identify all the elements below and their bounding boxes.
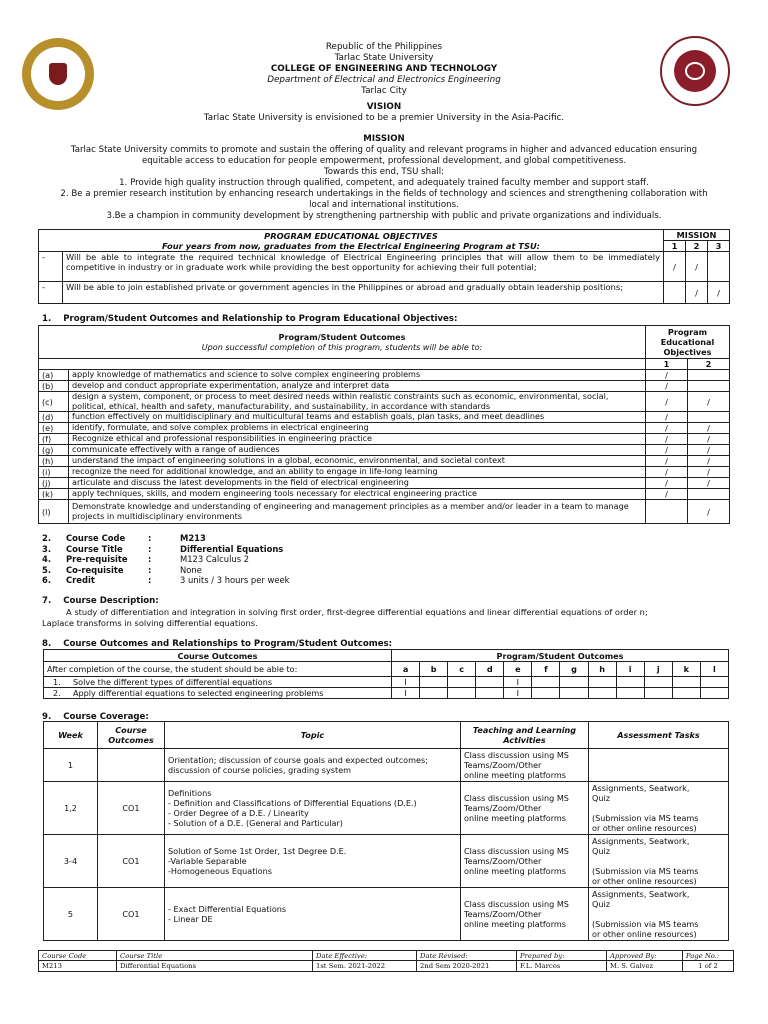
so-letter: h [588, 662, 616, 677]
course-info-row [42, 575, 290, 586]
so-letter: b [420, 662, 448, 677]
so-letter: f [532, 662, 560, 677]
course-outcome-row [44, 688, 729, 699]
footer-header: Approved By: [607, 951, 683, 961]
assessment-cell-line: Quiz [592, 846, 610, 856]
assessment-cell-line: Assignments, Seatwork, [592, 889, 690, 899]
section7-title: 7. Course Description: [42, 596, 159, 606]
assessment-cell-line: Assignments, Seatwork, [592, 836, 690, 846]
section1-title: 1. Program/Student Outcomes and Relationship to Program Educational Objectives: [42, 314, 458, 324]
mission-line: Tarlac State University commits to promote and sustain the offering of quality and relevant programs in higher and advanced education ensuring [70, 145, 698, 155]
course-info-row [42, 533, 290, 544]
assessment-cell-line: Quiz [592, 899, 610, 909]
assessment-cell-line: Quiz [592, 793, 610, 803]
week-cell: 3-4 [44, 835, 98, 888]
outcome-text: design a system, component, or process to meet desired needs within realistic constraints such as economic, environmental, social, political, ethical, health and safety, manufacturability, and sustainability, in accordance with standards [69, 392, 646, 412]
info-number: 2. [42, 533, 52, 543]
so-letter: i [616, 662, 644, 677]
course-info-row [42, 554, 290, 565]
outcome-row [39, 434, 730, 445]
outcome-key: (k) [39, 489, 69, 500]
so-mapping: I [392, 688, 420, 699]
peo-check [688, 381, 730, 392]
footer-value: 2nd Sem 2020-2021 [417, 961, 517, 972]
info-colon: : [148, 575, 152, 585]
outcome-text: articulate and discuss the latest developments in the field of electrical engineering [69, 478, 646, 489]
co-cell: CO1 [98, 782, 165, 835]
assessment-cell-line [592, 803, 725, 813]
peo-col: 1 [646, 359, 688, 370]
footer-value: 1st Sem. 2021-2022 [313, 961, 417, 972]
so-mapping [672, 688, 700, 699]
assessment-cell-line [592, 856, 725, 866]
so-mapping [420, 677, 448, 688]
so-mapping [560, 677, 588, 688]
tla-cell-line: Teams/Zoom/Other [464, 760, 542, 770]
tla-cell-line: Class discussion using MS [464, 793, 569, 803]
co-header: Course Outcomes [44, 650, 392, 662]
peo-check: / [646, 489, 688, 500]
tla-cell-line: Teams/Zoom/Other [464, 856, 542, 866]
outcome-key: (b) [39, 381, 69, 392]
tla-cell [461, 888, 589, 941]
topic-cell-line: Orientation; discussion of course goals and expected outcomes; [168, 755, 428, 765]
so-mapping [616, 688, 644, 699]
footer-value: F.L. Marcos [517, 961, 607, 972]
assessment-header: Assessment Tasks [589, 722, 729, 749]
course-info [42, 533, 290, 586]
peo-check: / [646, 434, 688, 445]
footer-header: Course Title [117, 951, 313, 961]
topic-cell-line: Solution of Some 1st Order, 1st Degree D.E. [168, 846, 347, 856]
footer-value: Differential Equations [117, 961, 313, 972]
tla-header: Teaching and Learning Activities [461, 722, 589, 749]
info-number: 3. [42, 543, 52, 554]
so-mapping [644, 677, 672, 688]
outcome-key: (i) [39, 467, 69, 478]
info-number: 5. [42, 564, 52, 575]
outcome-text: recognize the need for additional knowledge, and an ability to engage in life-long learning [69, 467, 646, 478]
college-line: COLLEGE OF ENGINEERING AND TECHNOLOGY [270, 64, 498, 74]
so-letter: d [476, 662, 504, 677]
outcome-row [39, 423, 730, 434]
co-so-table [43, 649, 729, 699]
peo-check: / [646, 381, 688, 392]
mission-line: equitable access to education for people empowerment, professional development, and global competitiveness. [141, 156, 627, 166]
tsu-seal-logo [22, 38, 94, 110]
course-description [42, 607, 722, 628]
outcome-row [39, 381, 730, 392]
peo-check: / [688, 434, 730, 445]
info-number: 6. [42, 575, 52, 585]
outcome-key: (l) [39, 500, 69, 524]
document-footer [38, 950, 734, 972]
so-mapping [532, 688, 560, 699]
so-mapping [476, 688, 504, 699]
peo-check: / [688, 392, 730, 412]
blank-cell [39, 359, 646, 370]
course-outcome-text [44, 677, 392, 688]
tla-cell [461, 835, 589, 888]
peo-check: / [646, 467, 688, 478]
co-cell: CO1 [98, 835, 165, 888]
so-mapping [700, 677, 728, 688]
peo-col-header: Program Educational Objectives [646, 326, 730, 359]
tla-cell [461, 782, 589, 835]
course-outcome-label: Apply differential equations to selected engineering problems [73, 688, 324, 698]
outcome-text: understand the impact of engineering solutions in a global, economic, environmental, and societal context [69, 456, 646, 467]
info-number: 4. [42, 554, 52, 564]
co-cell [98, 749, 165, 782]
peo-check: / [646, 370, 688, 381]
outcome-row [39, 445, 730, 456]
outcome-row [39, 412, 730, 423]
assessment-cell [589, 888, 729, 941]
vision-text: Tarlac State University is envisioned to be a premier University in the Asia-Pacific. [203, 113, 565, 123]
coverage-row [44, 888, 729, 941]
mission-check: / [708, 282, 730, 304]
vision-title: VISION [366, 102, 402, 112]
peo-check: / [688, 423, 730, 434]
outcome-row [39, 467, 730, 478]
footer-value: M213 [39, 961, 117, 972]
topic-cell [165, 782, 461, 835]
footer-header: Date Revised: [417, 951, 517, 961]
co-col-header: Course Outcomes [98, 722, 165, 749]
week-cell: 5 [44, 888, 98, 941]
outcome-text: Recognize ethical and professional responsibilities in engineering practice [69, 434, 646, 445]
section9-title: 9. Course Coverage: [42, 712, 149, 722]
mission-check: / [686, 252, 708, 282]
coverage-table [43, 721, 729, 941]
info-value: Differential Equations [180, 543, 284, 554]
assessment-cell-line [592, 909, 725, 919]
peo-check [688, 370, 730, 381]
outcome-text: develop and conduct appropriate experimentation, analyze and interpret data [69, 381, 646, 392]
so-mapping: I [504, 688, 532, 699]
info-value: 3 units / 3 hours per week [180, 575, 290, 585]
tla-cell-line: Teams/Zoom/Other [464, 909, 542, 919]
topic-cell-line: Definitions [168, 788, 212, 798]
footer-header: Page No.: [683, 951, 734, 961]
week-cell: 1 [44, 749, 98, 782]
so-letter: c [448, 662, 476, 677]
tla-cell-line: online meeting platforms [464, 866, 566, 876]
assessment-cell [589, 749, 729, 782]
outcome-text: identify, formulate, and solve complex problems in electrical engineering [69, 423, 646, 434]
assessment-cell [589, 835, 729, 888]
outcome-key: (d) [39, 412, 69, 423]
tla-cell-line: Class discussion using MS [464, 899, 569, 909]
topic-cell [165, 749, 461, 782]
peo-heading [39, 230, 664, 252]
peo-check [646, 500, 688, 524]
outcome-key: (g) [39, 445, 69, 456]
outcome-key: (f) [39, 434, 69, 445]
course-info-row [42, 565, 290, 576]
topic-cell-line: -Variable Separable [168, 856, 247, 866]
assessment-cell-line: or other online resources) [592, 876, 697, 886]
info-label: Co-requisite [66, 564, 124, 575]
mission-col-header: MISSION [664, 230, 730, 241]
info-value: M123 Calculus 2 [180, 554, 250, 564]
description-line: Laplace transforms in solving differential equations. [42, 617, 258, 628]
peo-subtitle: Four years from now, graduates from the Electrical Engineering Program at TSU: [161, 240, 541, 251]
college-seal-logo [660, 36, 730, 106]
tla-cell-line: online meeting platforms [464, 919, 566, 929]
tla-cell-line: online meeting platforms [464, 813, 566, 823]
peo-check: / [646, 445, 688, 456]
outcome-key: (j) [39, 478, 69, 489]
info-label: Pre-requisite [66, 554, 128, 564]
assessment-cell-line: (Submission via MS teams [592, 813, 699, 823]
peo-check: / [646, 412, 688, 423]
so-mapping [644, 688, 672, 699]
outcomes-table [38, 325, 730, 524]
description-line: A study of differentiation and integration in solving first order, first-degree differential equations and linear differential equations of order n; [66, 607, 648, 617]
so-mapping [476, 677, 504, 688]
vision-block [30, 102, 738, 124]
document-header [100, 42, 668, 97]
info-label: Credit [66, 575, 95, 585]
department-line: Department of Electrical and Electronics Engineering [267, 75, 501, 85]
info-label: Course Code [66, 533, 126, 543]
so-letter: k [672, 662, 700, 677]
footer-value: M. S. Galvez [607, 961, 683, 972]
assessment-cell-line: Assignments, Seatwork, [592, 783, 690, 793]
mission-col: 3 [708, 241, 730, 252]
mission-col: 2 [686, 241, 708, 252]
so-letter: g [560, 662, 588, 677]
outcome-key: (a) [39, 370, 69, 381]
so-mapping [532, 677, 560, 688]
mission-check: / [686, 282, 708, 304]
mission-line: local and international institutions. [309, 200, 459, 210]
assessment-cell-line: (Submission via MS teams [592, 919, 699, 929]
peo-check: / [688, 500, 730, 524]
topic-header: Topic [165, 722, 461, 749]
peo-check: / [646, 423, 688, 434]
peo-check: / [646, 392, 688, 412]
course-outcome-label: Solve the different types of differential equations [73, 677, 273, 687]
outcome-row [39, 456, 730, 467]
peo-title: PROGRAM EDUCATIONAL OBJECTIVES [264, 230, 438, 241]
week-header: Week [44, 722, 98, 749]
mission-title: MISSION [363, 134, 405, 144]
mission-line: 2. Be a premier research institution by enhancing research undertakings in the fields of technology and sciences and strengthening collaboration with [60, 189, 708, 199]
so-mapping [588, 688, 616, 699]
mission-line: 3.Be a champion in community development by strengthening partnership with public and private organizations and individuals. [106, 211, 662, 221]
outcomes-title: Program/Student Outcomes [278, 332, 406, 342]
mission-check [664, 282, 686, 304]
so-letter: a [392, 662, 420, 677]
info-colon: : [148, 533, 152, 543]
topic-cell [165, 888, 461, 941]
section8-title: 8. Course Outcomes and Relationships to Program/Student Outcomes: [42, 639, 393, 649]
peo-check [688, 489, 730, 500]
outcome-key: (h) [39, 456, 69, 467]
so-mapping [448, 677, 476, 688]
week-cell: 1,2 [44, 782, 98, 835]
so-letter: l [700, 662, 728, 677]
topic-cell-line: - Linear DE [168, 914, 213, 924]
outcome-row [39, 478, 730, 489]
so-mapping: I [392, 677, 420, 688]
university-line: Tarlac State University [334, 53, 434, 63]
tla-cell-line: Teams/Zoom/Other [464, 803, 542, 813]
so-letter: e [504, 662, 532, 677]
info-value: M213 [180, 533, 206, 543]
assessment-cell-line: or other online resources) [592, 929, 697, 939]
course-outcome-text [44, 688, 392, 699]
peo-col: 2 [688, 359, 730, 370]
outcome-text: function effectively on multidisciplinary and multicultural teams and establish goals, plan tasks, and meet deadlines [69, 412, 646, 423]
info-label: Course Title [66, 543, 123, 554]
peo-bullet: - [39, 252, 63, 282]
peo-check: / [688, 445, 730, 456]
info-colon: : [148, 564, 152, 575]
outcome-row [39, 370, 730, 381]
topic-cell-line: -Homogeneous Equations [168, 866, 272, 876]
tla-cell-line: Class discussion using MS [464, 846, 569, 856]
so-mapping [616, 677, 644, 688]
topic-cell-line: discussion of course policies, grading system [168, 765, 352, 775]
outcomes-heading [39, 326, 646, 359]
assessment-cell-line: (Submission via MS teams [592, 866, 699, 876]
mission-check: / [664, 252, 686, 282]
city-line: Tarlac City [361, 86, 407, 96]
topic-cell-line: - Definition and Classifications of Differential Equations (D.E.) [168, 798, 417, 808]
info-value: None [180, 564, 202, 575]
outcome-row [39, 500, 730, 524]
footer-header: Prepared by: [517, 951, 607, 961]
mission-col: 1 [664, 241, 686, 252]
so-mapping [560, 688, 588, 699]
course-outcome-row [44, 677, 729, 688]
peo-check: / [688, 467, 730, 478]
info-colon: : [148, 554, 152, 564]
peo-check: / [688, 478, 730, 489]
footer-header: Date Effective: [313, 951, 417, 961]
peo-bullet: - [39, 282, 63, 304]
topic-cell [165, 835, 461, 888]
so-header: Program/Student Outcomes [392, 650, 729, 662]
footer-value: 1 of 2 [683, 961, 734, 972]
course-outcome-number: 1. [53, 677, 61, 687]
topic-cell-line: - Exact Differential Equations [168, 904, 287, 914]
so-mapping [588, 677, 616, 688]
info-colon: : [148, 543, 152, 554]
tla-cell-line: Class discussion using MS [464, 750, 569, 760]
tla-cell [461, 749, 589, 782]
so-mapping [448, 688, 476, 699]
peo-check: / [646, 478, 688, 489]
course-info-row [42, 544, 290, 555]
peo-check [688, 412, 730, 423]
coverage-row [44, 782, 729, 835]
peo-check: / [688, 456, 730, 467]
topic-cell-line: - Solution of a D.E. (General and Particular) [168, 818, 343, 828]
so-mapping: I [504, 677, 532, 688]
so-mapping [672, 677, 700, 688]
outcome-text: apply knowledge of mathematics and science to solve complex engineering problems [69, 370, 646, 381]
peo-text: Will be able to integrate the required technical knowledge of Electrical Engineering principles that will allow them to be immediately competitive in industry or in graduate work while providing the best opportunity for achieving their full potential; [63, 252, 664, 282]
mission-check [708, 252, 730, 282]
so-letter: j [644, 662, 672, 677]
peo-text: Will be able to join established private or government agencies in the Philippines or abroad and gradually obtain leadership positions; [63, 282, 664, 304]
outcome-key: (e) [39, 423, 69, 434]
outcome-text: apply techniques, skills, and modern engineering tools necessary for electrical engineering practice [69, 489, 646, 500]
outcome-row [39, 489, 730, 500]
course-outcome-number: 2. [53, 688, 61, 698]
peo-row [39, 282, 730, 304]
topic-cell-line: - Order Degree of a D.E. / Linearity [168, 808, 309, 818]
mission-line: 1. Provide high quality instruction through qualified, competent, and adequately trained faculty member and support staff. [119, 178, 649, 188]
co-intro: After completion of the course, the student should be able to: [44, 662, 392, 677]
footer-header: Course Code [39, 951, 117, 961]
mission-block [20, 134, 748, 222]
republic-line: Republic of the Philippines [325, 42, 443, 52]
assessment-cell [589, 782, 729, 835]
outcome-row [39, 392, 730, 412]
tla-cell-line: online meeting platforms [464, 770, 566, 780]
mission-line: Towards this end, TSU shall: [323, 167, 445, 177]
outcome-key: (c) [39, 392, 69, 412]
outcome-text: communicate effectively with a range of audiences [69, 445, 646, 456]
peo-row [39, 252, 730, 282]
outcomes-subtitle: Upon successful completion of this program, students will be able to: [201, 342, 483, 352]
coverage-row [44, 835, 729, 888]
outcome-text: Demonstrate knowledge and understanding of engineering and management principles as a member and/or leader in a team to manage projects in multidisciplinary environments [69, 500, 646, 524]
coverage-row [44, 749, 729, 782]
peo-table [38, 229, 730, 304]
peo-check: / [646, 456, 688, 467]
so-mapping [700, 688, 728, 699]
so-mapping [420, 688, 448, 699]
assessment-cell-line: or other online resources) [592, 823, 697, 833]
co-cell: CO1 [98, 888, 165, 941]
